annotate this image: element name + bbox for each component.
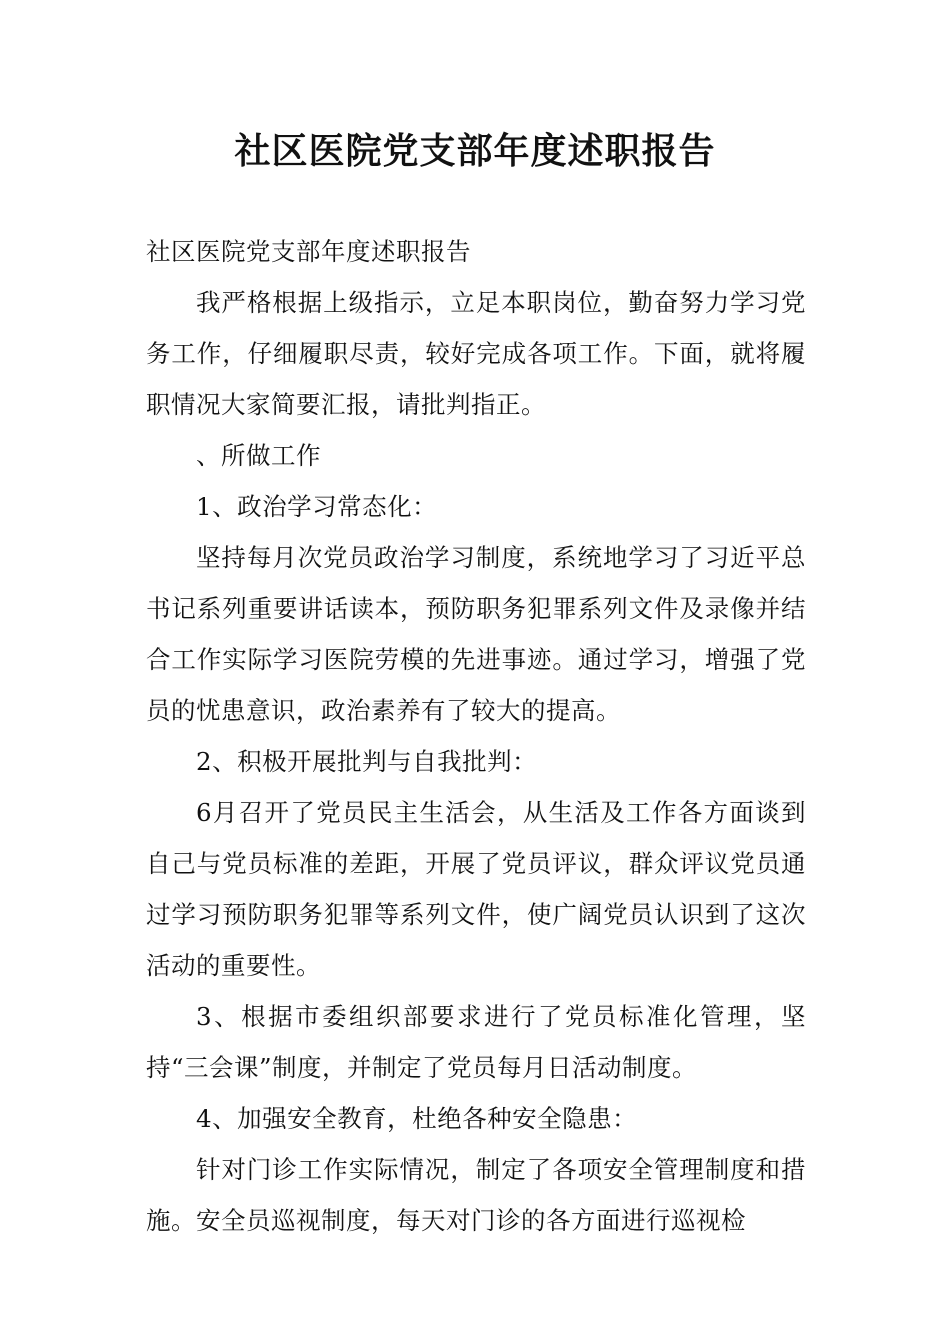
- paragraph-item-1-body: 坚持每月次党员政治学习制度，系统地学习了习近平总书记系列重要讲话读本，预防职务犯罪系列文件及录像并结合工作实际学习医院劳模的先进事迹。通过学习，增强了党员的忧患意识，政治素养有了较大的提高。: [146, 543, 806, 725]
- paragraph-item-2-body: 6月召开了党员民主生活会，从生活及工作各方面谈到自己与党员标准的差距，开展了党员评议，群众评议党员通过学习预防职务犯罪等系列文件，使广阔党员认识到了这次活动的重要性。: [146, 798, 806, 980]
- paragraph-item-3: 3、根据市委组织部要求进行了党员标准化管理，坚持“三会课”制度，并制定了党员每月日活动制度。: [146, 1002, 806, 1082]
- paragraph-intro: 我严格根据上级指示，立足本职岗位，勤奋努力学习党务工作，仔细履职尽责，较好完成各项工作。下面，就将履职情况大家简要汇报，请批判指正。: [146, 288, 806, 419]
- paragraph-item-1-heading: 1、政治学习常态化：: [196, 492, 438, 521]
- paragraph-item-4-body: 针对门诊工作实际情况，制定了各项安全管理制度和措施。安全员巡视制度，每天对门诊的各方面进行巡视检: [146, 1155, 806, 1235]
- paragraph-item-4-heading: 4、加强安全教育，杜绝各种安全隐患：: [196, 1104, 638, 1133]
- document-title: 社区医院党支部年度述职报告: [234, 131, 716, 172]
- paragraph-section-heading: 、所做工作: [196, 441, 321, 470]
- paragraph-item-2-heading: 2、积极开展批判与自我批判：: [196, 747, 538, 776]
- document-body: [146, 226, 806, 1246]
- paragraph-subtitle: 社区医院党支部年度述职报告: [146, 237, 471, 266]
